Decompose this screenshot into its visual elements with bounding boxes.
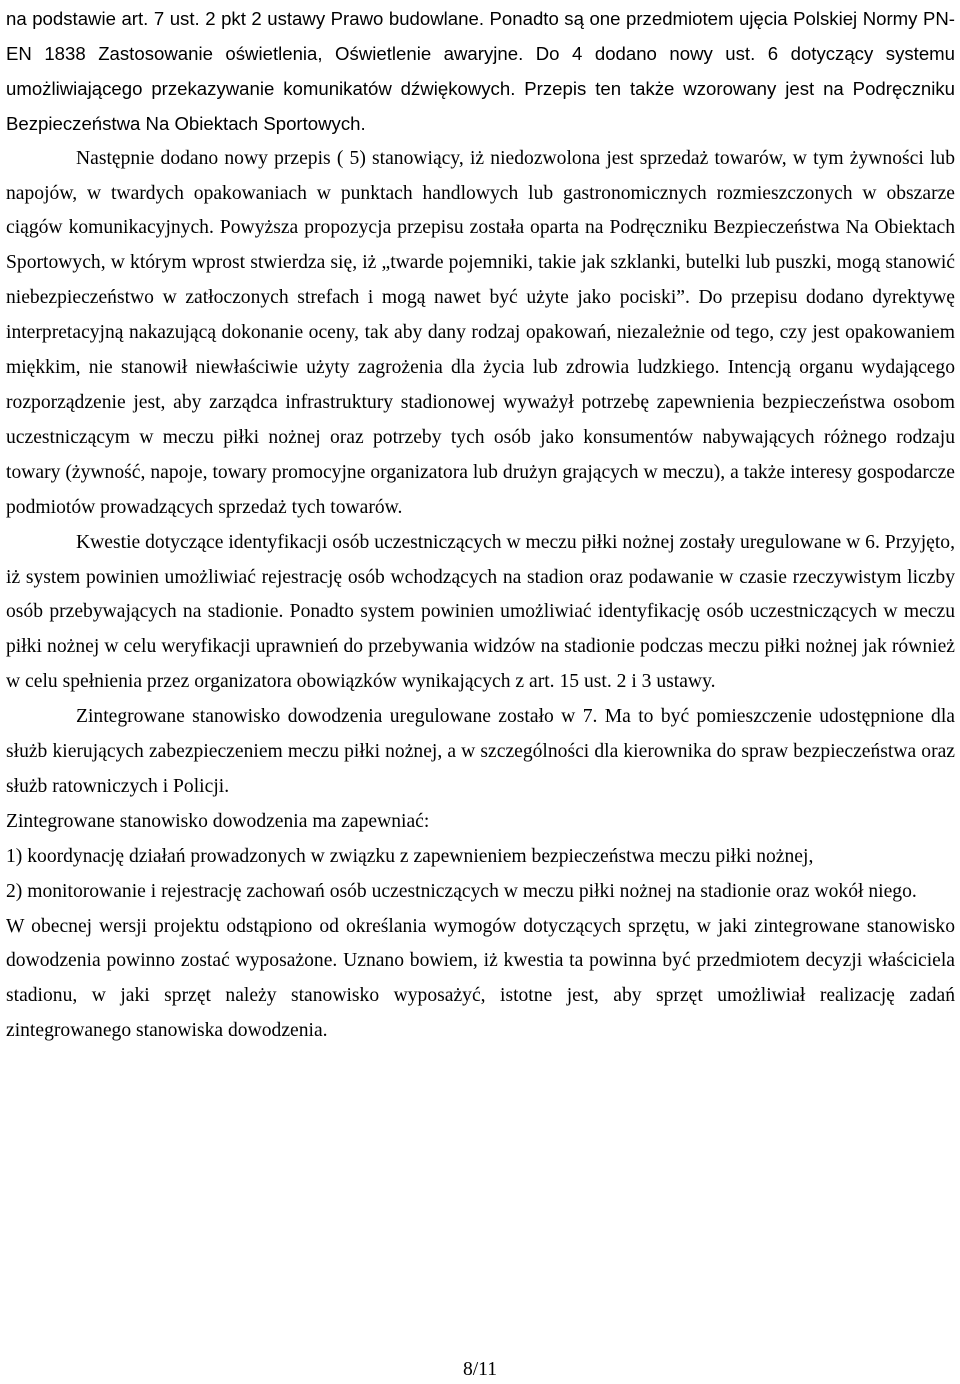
- paragraph-command-post: Zintegrowane stanowisko dowodzenia uregulowane zostało w 7. Ma to być pomieszczenie udostępnione dla służb kierujących zabezpieczeniem meczu piłki nożnej, a w szczególności dla kierownika do spraw bezpieczeństwa oraz służb ratowniczych i Policji.: [6, 706, 955, 797]
- paragraph-equipment-requirements: W obecnej wersji projektu odstąpiono od określania wymogów dotyczących sprzętu, w jaki zintegrowane stanowisko dowodzenia powinno zostać wyposażone. Uznano bowiem, iż kwestia ta powinna być przedmiotem decyzji właściciela stadionu, w jaki sprzęt należy stanowisko wyposażyć, istotne jest, aby sprzęt umożliwiał realizację zadań zintegrowanego stanowiska dowodzenia.: [6, 915, 955, 1042]
- paragraph-lighting-and-sound-system: na podstawie art. 7 ust. 2 pkt 2 ustawy Prawo budowlane. Ponadto są one przedmiotem ujęcia Polskiej Normy PN-EN 1838 Zastosowanie oświetlenia, Oświetlenie awaryjne. Do 4 dodano nowy ust. 6 dotyczący systemu umożliwiającego przekazywanie komunikatów dźwiękowych. Przepis ten także wzorowany jest na Podręczniku Bezpieczeństwa Na Obiektach Sportowych.: [6, 8, 955, 134]
- document-body: [6, 2, 955, 1049]
- paragraph-command-post-duties-intro: Zintegrowane stanowisko dowodzenia ma zapewniać:: [6, 810, 430, 832]
- paragraph-hard-packaging-ban: Następnie dodano nowy przepis ( 5) stanowiący, iż niedozwolona jest sprzedaż towarów, w tym żywności lub napojów, w twardych opakowaniach w punktach handlowych lub gastronomicznych rozmieszczonych w obszarze ciągów komunikacyjnych. Powyższa propozycja przepisu została oparta na Podręczniku Bezpieczeństwa Na Obiektach Sportowych, w którym wprost stwierdza się, iż „twarde pojemniki, takie jak szklanki, butelki lub puszki, mogą stanowić niebezpieczeństwo w zatłoczonych strefach i mogą nawet być użyte jako pociski”. Do przepisu dodano dyrektywę interpretacyjną nakazującą dokonanie oceny, tak aby dany rodzaj opakowań, niezależnie od tego, czy jest opakowaniem miękkim, nie stanowił niewłaściwie użyty zagrożenia dla życia lub zdrowia ludzkiego. Intencją organu wydającego rozporządzenie jest, aby zarządca infrastruktury stadionowej wyważył potrzebę zapewnienia bezpieczeństwa osobom uczestniczącym w meczu piłki nożnej oraz potrzeby tych osób jako konsumentów nabywających różnego rodzaju towary (żywność, napoje, towary promocyjne organizatora lub drużyn grających w meczu), a także interesy gospodarcze podmiotów prowadzących sprzedaż tych towarów.: [6, 147, 955, 518]
- page-number: 8/11: [462, 1359, 498, 1380]
- paragraph-identification-system: Kwestie dotyczące identyfikacji osób uczestniczących w meczu piłki nożnej zostały uregulowane w 6. Przyjęto, iż system powinien umożliwiać rejestrację osób wchodzących na stadion oraz podawanie w czasie rzeczywistym liczby osób przebywających na stadionie. Ponadto system powinien umożliwiać identyfikację osób uczestniczących w meczu piłki nożnej w celu weryfikacji uprawnień do przebywania widzów na stadionie podczas meczu piłki nożnej jak również w celu spełnienia przez organizatora obowiązków wynikających z art. 15 ust. 2 i 3 ustawy.: [6, 531, 955, 693]
- list-item-coordination: 1) koordynację działań prowadzonych w związku z zapewnieniem bezpieczeństwa meczu piłki nożnej,: [6, 845, 814, 867]
- list-item-monitoring: 2) monitorowanie i rejestrację zachowań osób uczestniczących w meczu piłki nożnej na stadionie oraz wokół niego.: [6, 880, 917, 902]
